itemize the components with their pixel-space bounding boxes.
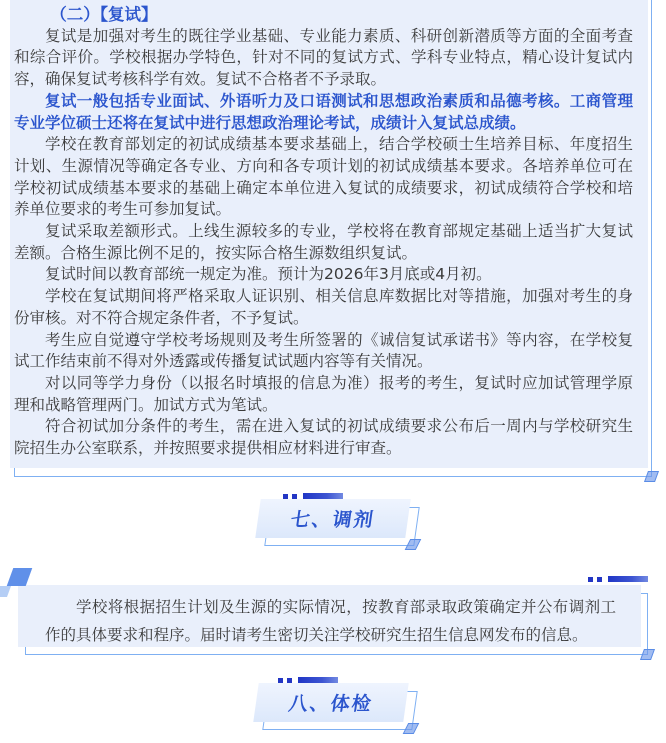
dot-icon xyxy=(283,494,288,499)
tiaoji-badge-label: 七、调剂 xyxy=(289,509,377,531)
tijian-section-badge xyxy=(256,683,406,722)
dots-dash-icon xyxy=(278,677,338,683)
dot-icon xyxy=(287,678,292,683)
panel-corner-square-icon xyxy=(644,471,659,482)
parallelogram-icon xyxy=(7,568,33,586)
fushi-paragraph: 复试时间以教育部统一规定为准。预计为2026年3月底或4月初。 xyxy=(45,265,492,284)
fushi-paragraph: 学校在复试期间将严格采取人证识别、相关信息库数据比对等措施，加强对考生的身份审核。对不符合规定条件者，不予复试。 xyxy=(14,287,633,327)
badge-corner-square-icon xyxy=(403,723,420,734)
fushi-panel-content xyxy=(10,0,648,460)
fushi-heading: （二）【复试】 xyxy=(50,5,158,24)
dash-bar-icon xyxy=(303,493,343,499)
dash-bar-icon xyxy=(298,677,338,683)
badge-corner-square-icon xyxy=(405,539,422,550)
tiaoji-section-badge xyxy=(258,499,408,538)
tiaoji-panel xyxy=(18,585,641,647)
fushi-panel xyxy=(10,0,648,468)
fushi-paragraph-emphasis: 复试一般包括专业面试、外语听力及口语测试和思想政治素质和品德考核。工商管理专业学位硕士还将在复试中进行思想政治理论考试，成绩计入复试总成绩。 xyxy=(14,91,633,132)
dot-icon xyxy=(588,577,593,582)
fushi-paragraph: 对以同等学力身份（以报名时填报的信息为准）报考的考生，复试时应加试管理学原理和战略管理两门。加试方式为笔试。 xyxy=(14,373,633,414)
fushi-paragraph: 符合初试加分条件的考生，需在进入复试的初试成绩要求公布后一周内与学校研究生院招生办公室联系，并按照要求提供相应材料进行审查。 xyxy=(14,417,633,458)
tiaoji-panel-content xyxy=(18,585,641,649)
badge-fill xyxy=(255,499,410,538)
tiaoji-paragraph: 学校将根据招生计划及生源的实际情况，按教育部录取政策确定并公布调剂工作的具体要求和程序。届时请考生密切关注学校研究生招生信息网发布的信息。 xyxy=(45,598,616,644)
dots-dash-icon xyxy=(283,493,343,499)
fushi-paragraph: 学校在教育部划定的初试成绩基本要求基础上，结合学校硕士生培养目标、年度招生计划、生源情况等确定各专业、方向和各专项计划的初试成绩基本要求。各培养单位可在学校初试成绩基本要求的基础上确定本单位进入复试的成绩要求，初试成绩符合学校和培养单位要求的考生可参加复试。 xyxy=(14,135,633,219)
panel-corner-square-icon xyxy=(640,649,655,660)
dots-dash-icon xyxy=(588,576,648,582)
badge-fill xyxy=(253,683,408,722)
tijian-badge-label: 八、体检 xyxy=(287,693,375,715)
dot-icon xyxy=(278,678,283,683)
fushi-paragraph: 考生应自觉遵守学校考场规则及考生所签署的《诚信复试承诺书》等内容，在学校复试工作结束前不得对外透露或传播复试试题内容等有关情况。 xyxy=(14,330,633,371)
parallelogram-small-icon xyxy=(0,586,11,597)
dash-bar-icon xyxy=(608,576,648,582)
fushi-paragraph: 复试采取差额形式。上线生源较多的专业，学校将在教育部规定基础上适当扩大复试差额。合格生源比例不足的，按实际合格生源数组织复试。 xyxy=(14,222,633,262)
dot-icon xyxy=(292,494,297,499)
dot-icon xyxy=(597,577,602,582)
fushi-paragraph: 复试是加强对考生的既往学业基础、专业能力素质、科研创新潜质等方面的全面考查和综合评价。学校根据办学特色，针对不同的复试方式、学科专业特点，精心设计复试内容，确保复试考核科学有效。复试不合格者不予录取。 xyxy=(14,26,633,89)
